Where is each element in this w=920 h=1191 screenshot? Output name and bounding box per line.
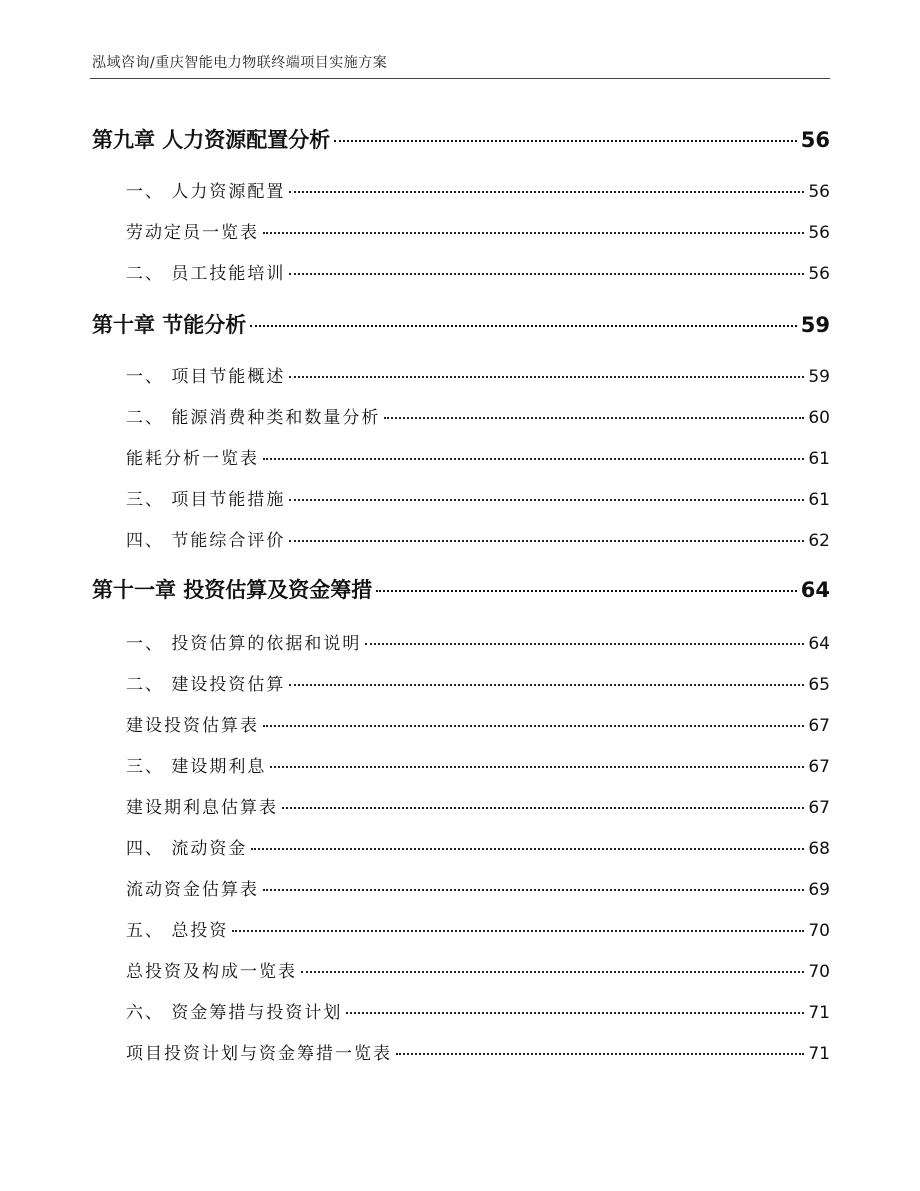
toc-label: 第九章 人力资源配置分析	[92, 128, 331, 152]
toc-chapter-9[interactable]	[92, 124, 830, 154]
toc-entry[interactable]	[126, 362, 830, 387]
toc-label: 项目投资计划与资金筹措一览表	[126, 1044, 392, 1064]
toc-leader	[346, 1012, 804, 1014]
toc-leader	[289, 684, 804, 686]
toc-label: 四、 节能综合评价	[126, 531, 286, 551]
toc-label: 六、 资金筹措与投资计划	[126, 1003, 343, 1023]
running-header: 泓域咨询/重庆智能电力物联终端项目实施方案	[92, 55, 388, 71]
toc-page-number: 62	[808, 531, 830, 551]
toc-page-number: 68	[808, 839, 830, 859]
toc-leader	[396, 1053, 804, 1055]
toc-leader	[232, 930, 804, 932]
toc-entry[interactable]	[126, 177, 830, 202]
toc-page-number: 67	[808, 757, 830, 777]
toc-entry[interactable]	[126, 916, 830, 941]
toc-leader	[251, 848, 804, 850]
toc-leader	[263, 889, 804, 891]
toc-entry[interactable]	[126, 752, 830, 777]
toc-entry[interactable]	[126, 834, 830, 859]
toc-label: 三、 项目节能措施	[126, 490, 286, 510]
toc-label: 二、 建设投资估算	[126, 675, 286, 695]
toc-leader	[289, 540, 804, 542]
toc-entry[interactable]	[126, 629, 830, 654]
toc-page-number: 59	[800, 313, 830, 337]
toc-leader	[263, 458, 804, 460]
toc-label: 五、 总投资	[126, 921, 229, 941]
toc-page-number: 70	[808, 921, 830, 941]
toc-page-number: 61	[808, 490, 830, 510]
toc-leader	[289, 273, 804, 275]
toc-page-number: 61	[808, 449, 830, 469]
toc-page-number: 56	[800, 128, 830, 152]
toc-label: 劳动定员一览表	[126, 223, 259, 243]
toc-label: 一、 投资估算的依据和说明	[126, 634, 362, 654]
toc-leader	[289, 499, 804, 501]
toc-entry[interactable]	[126, 485, 830, 510]
toc-leader	[334, 140, 796, 142]
toc-entry[interactable]	[126, 875, 830, 900]
toc-label: 总投资及构成一览表	[126, 962, 297, 982]
toc-entry[interactable]	[126, 218, 830, 243]
toc-label: 能耗分析一览表	[126, 449, 259, 469]
toc-entry[interactable]	[126, 526, 830, 551]
toc-leader	[301, 971, 804, 973]
toc-leader	[263, 232, 804, 234]
toc-page-number: 67	[808, 716, 830, 736]
toc-page-number: 71	[808, 1044, 830, 1064]
toc-entry[interactable]	[126, 957, 830, 982]
toc-page-number: 64	[808, 634, 830, 654]
toc-page-number: 71	[808, 1003, 830, 1023]
toc-page-number: 56	[808, 223, 830, 243]
toc-chapter-11[interactable]	[92, 574, 830, 604]
toc-page-number: 69	[808, 880, 830, 900]
toc-chapter-10[interactable]	[92, 309, 830, 339]
toc-page-number: 65	[808, 675, 830, 695]
toc-page-number: 56	[808, 264, 830, 284]
toc-leader	[263, 725, 804, 727]
toc-entry[interactable]	[126, 444, 830, 469]
toc-entry[interactable]	[126, 259, 830, 284]
toc-page-number: 67	[808, 798, 830, 818]
toc-label: 第十一章 投资估算及资金筹措	[92, 578, 373, 602]
toc-entry[interactable]	[126, 1039, 830, 1064]
toc-page-number: 60	[808, 408, 830, 428]
toc-leader	[282, 807, 804, 809]
toc-leader	[376, 590, 796, 592]
toc-label: 流动资金估算表	[126, 880, 259, 900]
toc-leader	[270, 766, 804, 768]
toc-entry[interactable]	[126, 670, 830, 695]
toc-label: 二、 能源消费种类和数量分析	[126, 408, 381, 428]
toc-label: 一、 项目节能概述	[126, 367, 286, 387]
toc-entry[interactable]	[126, 998, 830, 1023]
toc-entry[interactable]	[126, 711, 830, 736]
toc-page-number: 56	[808, 182, 830, 202]
toc-leader	[384, 417, 804, 419]
toc-leader	[289, 376, 804, 378]
toc-leader	[289, 191, 804, 193]
toc-label: 建设投资估算表	[126, 716, 259, 736]
toc-page-number: 70	[808, 962, 830, 982]
toc-label: 第十章 节能分析	[92, 313, 247, 337]
toc-entry[interactable]	[126, 403, 830, 428]
toc-label: 四、 流动资金	[126, 839, 248, 859]
toc-label: 建设期利息估算表	[126, 798, 278, 818]
toc-entry[interactable]	[126, 793, 830, 818]
toc-page-number: 64	[800, 578, 830, 602]
toc-label: 二、 员工技能培训	[126, 264, 286, 284]
toc-leader	[365, 643, 804, 645]
toc-label: 一、 人力资源配置	[126, 182, 286, 202]
toc-leader	[250, 325, 796, 327]
toc-page-number: 59	[808, 367, 830, 387]
toc-label: 三、 建设期利息	[126, 757, 267, 777]
